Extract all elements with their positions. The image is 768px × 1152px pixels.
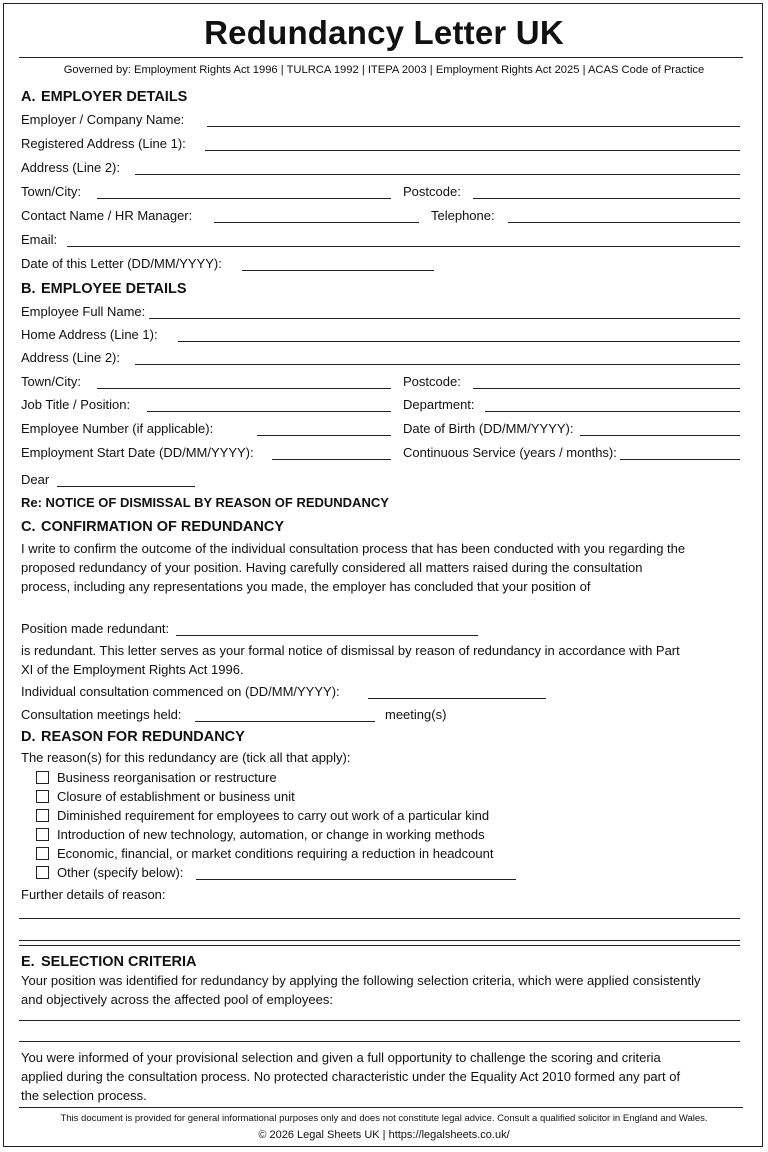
job-title-label: Job Title / Position: (21, 397, 131, 412)
document-title: Redundancy Letter UK (204, 14, 564, 51)
employee-number-field[interactable] (257, 435, 391, 436)
confirmation-paragraph: I write to confirm the outcome of the individual consultation process that has been conducted with you regarding the proposed redundancy of your position. Having carefully considered all matters raised during the consultation process, including any representations you made, the employer has concluded that your position of (21, 541, 686, 594)
service-label: Continuous Service (years / months): (403, 445, 617, 460)
letter-date-label: Date of this Letter (DD/MM/YYYY): (21, 256, 222, 271)
other-reason-field[interactable] (196, 879, 516, 880)
employee-name-field[interactable] (149, 318, 740, 319)
section-b-heading (21, 281, 187, 297)
checkbox[interactable] (36, 771, 49, 784)
start-date-field[interactable] (272, 459, 391, 460)
option-label: Business reorganisation or restructure (57, 770, 277, 785)
job-title-field[interactable] (147, 411, 391, 412)
company-label: Employer / Company Name: (21, 112, 185, 127)
employer-address1-label: Registered Address (Line 1): (21, 136, 186, 151)
employee-number-label: Employee Number (if applicable): (21, 421, 214, 436)
letter-date-field[interactable] (242, 270, 434, 271)
telephone-label: Telephone: (431, 208, 495, 223)
dob-field[interactable] (580, 435, 740, 436)
employer-town-label: Town/City: (21, 184, 81, 199)
option-label: Other (specify below): (57, 865, 184, 880)
employer-address1-field[interactable] (205, 150, 740, 151)
section-title: CONFIRMATION OF REDUNDANCY (41, 519, 284, 535)
section-letter: C. (21, 519, 36, 535)
meetings-unit: meeting(s) (385, 707, 447, 722)
home-address2-label: Address (Line 2): (21, 350, 120, 365)
email-field[interactable] (67, 246, 740, 247)
telephone-field[interactable] (508, 222, 740, 223)
service-field[interactable] (620, 459, 740, 460)
option-label: Closure of establishment or business unit (57, 789, 295, 804)
option-label: Diminished requirement for employees to carry out work of a particular kind (57, 808, 490, 823)
employer-town-field[interactable] (97, 198, 391, 199)
selection-paragraph: Your position was identified for redundancy by applying the following selection criteria, which were applied consistently and objectively across the affected pool of employees: (21, 973, 701, 1007)
section-title: EMPLOYEE DETAILS (41, 281, 187, 297)
checkbox[interactable] (36, 866, 49, 879)
section-d-heading (21, 729, 245, 745)
footer-divider (19, 1107, 743, 1108)
employer-postcode-label: Postcode: (403, 184, 461, 199)
section-a-heading (21, 89, 187, 105)
employer-address2-label: Address (Line 2): (21, 160, 120, 175)
consultation-start-label: Individual consultation commenced on (DD/MM/YYYY): (21, 684, 340, 699)
checkbox[interactable] (36, 790, 49, 803)
further-details-line-2[interactable] (19, 940, 740, 941)
section-divider (19, 945, 740, 946)
company-name-field[interactable] (207, 126, 740, 127)
employee-postcode-field[interactable] (473, 388, 740, 389)
dear-label: Dear (21, 472, 50, 487)
employer-address2-field[interactable] (135, 174, 740, 175)
contact-name-field[interactable] (214, 222, 419, 223)
section-letter: D. (21, 729, 36, 745)
employee-town-field[interactable] (97, 388, 391, 389)
position-field[interactable] (176, 635, 478, 636)
section-c-heading (21, 519, 284, 535)
governing-legislation: Governed by: Employment Rights Act 1996 | TULRCA 1992 | ITEPA 2003 | Employment Rights Act 2025 | ACAS Code of Practice (63, 64, 705, 76)
position-label: Position made redundant: (21, 621, 170, 636)
employer-postcode-field[interactable] (473, 198, 740, 199)
copyright: © 2026 Legal Sheets UK | https://legalsheets.co.uk/ (258, 1129, 510, 1141)
employee-name-label: Employee Full Name: (21, 304, 146, 319)
section-letter: A. (21, 89, 36, 105)
criteria-line-2[interactable] (19, 1041, 740, 1042)
further-details-line-1[interactable] (19, 918, 740, 919)
notice-paragraph: is redundant. This letter serves as your formal notice of dismissal by reason of redundancy in accordance with Part XI of the Employment Rights Act 1996. (21, 643, 680, 677)
section-title: EMPLOYER DETAILS (41, 89, 188, 105)
consultation-start-field[interactable] (368, 698, 546, 699)
employee-town-label: Town/City: (21, 374, 81, 389)
option-label: Economic, financial, or market conditions requiring a reduction in headcount (57, 846, 494, 861)
department-label: Department: (403, 397, 475, 412)
option-label: Introduction of new technology, automation, or change in working methods (57, 827, 485, 842)
further-details-label: Further details of reason: (21, 887, 166, 902)
meetings-label: Consultation meetings held: (21, 707, 182, 722)
contact-label: Contact Name / HR Manager: (21, 208, 193, 223)
email-label: Email: (21, 232, 58, 247)
home-address1-field[interactable] (178, 341, 740, 342)
title-divider (19, 57, 743, 58)
disclaimer: This document is provided for general informational purposes only and does not constitute legal advice. Consult a qualified solicitor in England and Wales. (60, 1113, 708, 1124)
start-date-label: Employment Start Date (DD/MM/YYYY): (21, 445, 254, 460)
reason-option[interactable] (36, 846, 493, 861)
reason-option[interactable] (36, 789, 295, 804)
department-field[interactable] (485, 411, 740, 412)
section-title: SELECTION CRITERIA (41, 954, 197, 970)
meetings-field[interactable] (195, 721, 375, 722)
section-letter: B. (21, 281, 36, 297)
checkbox[interactable] (36, 847, 49, 860)
checkbox[interactable] (36, 828, 49, 841)
reason-option-other[interactable] (36, 865, 183, 880)
section-title: REASON FOR REDUNDANCY (41, 729, 245, 745)
home-address2-field[interactable] (135, 364, 740, 365)
section-letter: E. (21, 954, 35, 970)
salutation-field[interactable] (57, 486, 195, 487)
reason-option[interactable] (36, 808, 489, 823)
reason-option[interactable] (36, 827, 485, 842)
reason-intro: The reason(s) for this redundancy are (tick all that apply): (21, 750, 351, 765)
criteria-line-1[interactable] (19, 1020, 740, 1021)
challenge-paragraph: You were informed of your provisional selection and given a full opportunity to challenge the scoring and criteria applied during the consultation process. No protected characteristic under the Equality Act 2010 formed any part of the selection process. (21, 1050, 681, 1103)
section-e-heading (21, 954, 196, 970)
letter-subject: Re: NOTICE OF DISMISSAL BY REASON OF REDUNDANCY (21, 495, 389, 510)
checkbox[interactable] (36, 809, 49, 822)
reason-option[interactable] (36, 770, 277, 785)
employee-postcode-label: Postcode: (403, 374, 461, 389)
dob-label: Date of Birth (DD/MM/YYYY): (403, 421, 574, 436)
home-address1-label: Home Address (Line 1): (21, 327, 158, 342)
